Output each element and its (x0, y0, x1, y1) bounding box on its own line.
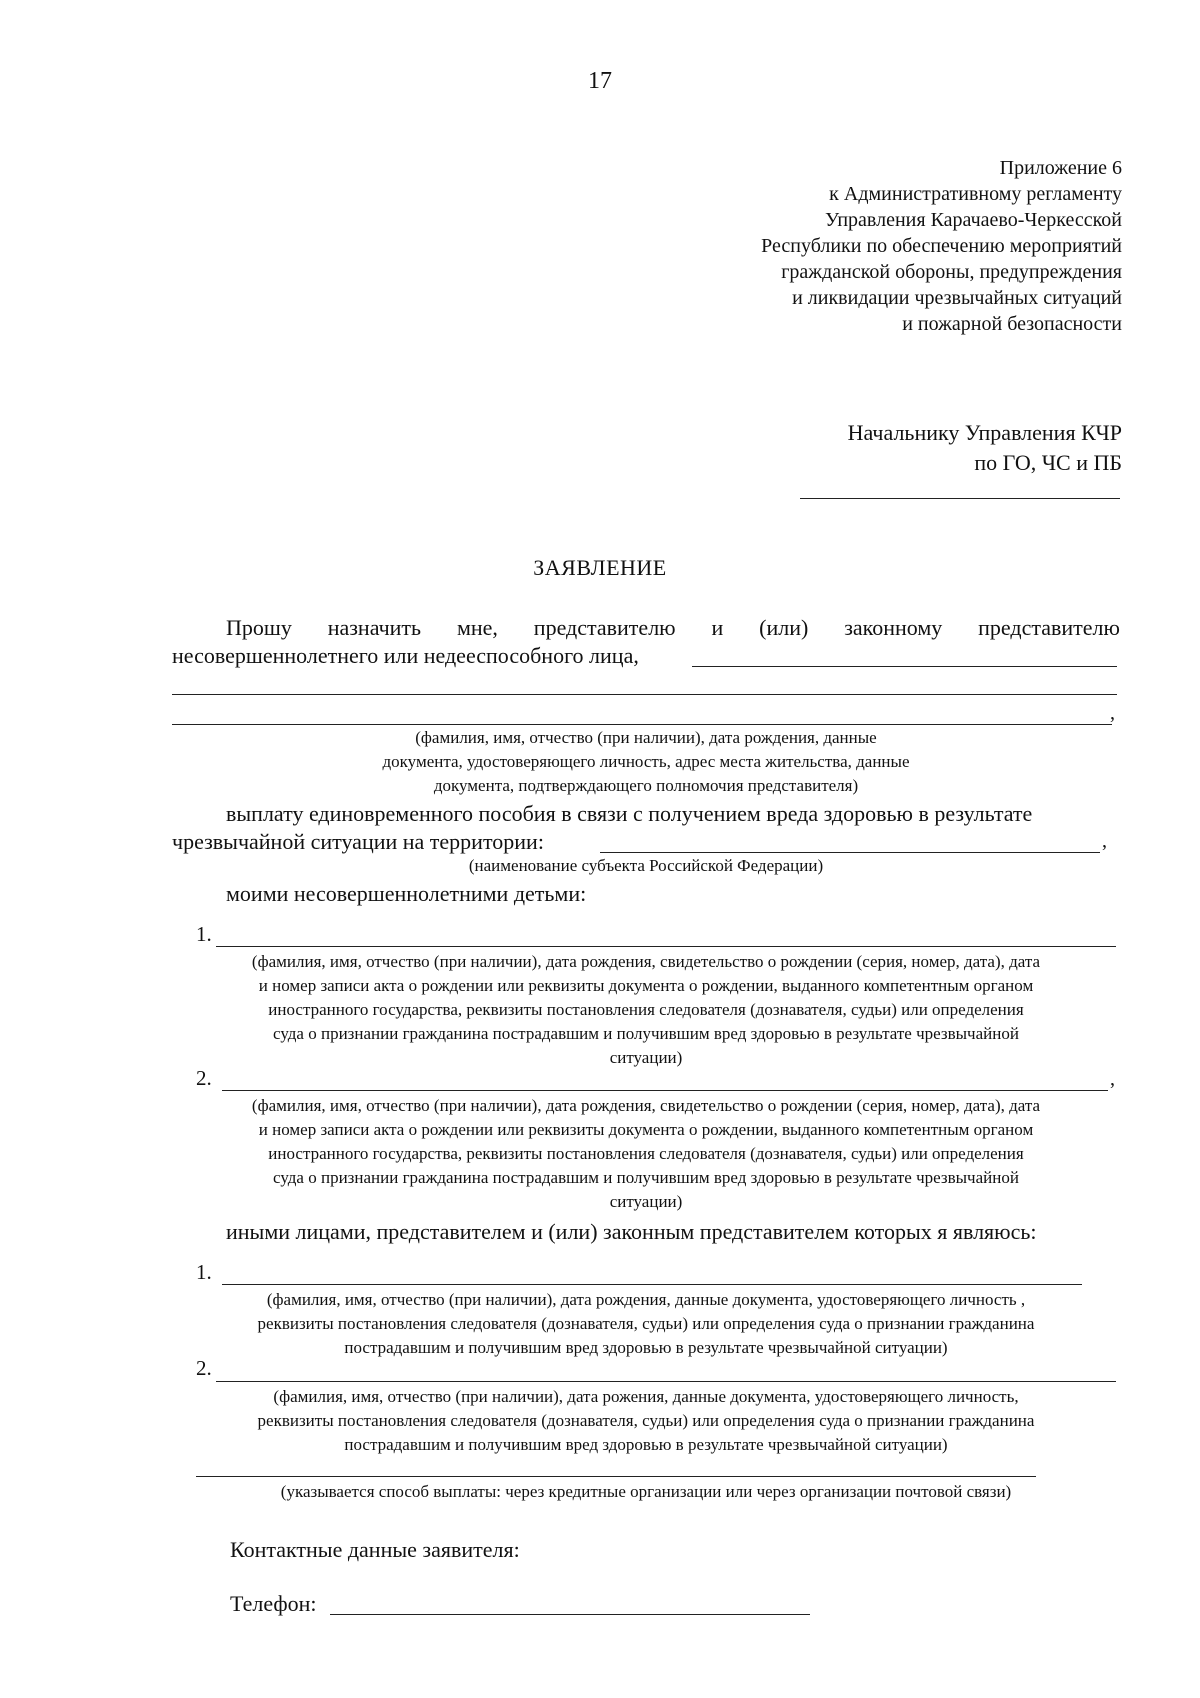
comma: , (1110, 702, 1115, 724)
phone-label: Телефон: (230, 1591, 317, 1616)
caption-line: документа, удостоверяющего личность, адрес места жительства, данные (382, 752, 910, 771)
payment-method-caption: (указывается способ выплаты: через кредитные организации или через организации почтовой связи) (280, 1482, 1012, 1501)
request-word: и (711, 615, 724, 640)
child-2-number: 2. (196, 1066, 212, 1090)
caption-line: ситуации) (609, 1192, 683, 1211)
payment-line-1: выплату единовременного пособия в связи с получением вреда здоровью в результате (226, 801, 1033, 826)
caption-line: реквизиты постановления следователя (дознавателя, судьи) или определения суда о признании гражданина (257, 1314, 1035, 1333)
document-title: ЗАЯВЛЕНИЕ (533, 555, 667, 580)
appendix-line: гражданской обороны, предупреждения (781, 261, 1122, 283)
appendix-line: и пожарной безопасности (902, 313, 1122, 335)
appendix-line: Республики по обеспечению мероприятий (761, 235, 1122, 257)
page-number: 17 (588, 68, 612, 94)
caption-line: (фамилия, имя, отчество (при наличии), дата рождения, свидетельство о рождении (серия, номер, дата), дата (251, 952, 1041, 971)
caption-line: иностранного государства, реквизиты постановления следователя (дознавателя, судьи) или определения (268, 1144, 1024, 1163)
representative-field[interactable] (692, 666, 1117, 667)
comma: , (1102, 830, 1107, 852)
addressee-block (622, 418, 1122, 478)
person-1-caption (172, 1288, 1120, 1360)
caption-line: суда о признании гражданина пострадавшим и получившим вред здоровью в результате чрезвычайной (273, 1024, 1019, 1043)
caption-line: и номер записи акта о рождении или реквизиты документа о рождении, выданного компетентным органом (258, 1120, 1034, 1139)
request-word: законному (844, 615, 943, 640)
request-word: представителю (533, 615, 676, 640)
child-2-caption (172, 1094, 1120, 1214)
child-1-field[interactable] (216, 946, 1116, 947)
request-word: представителю (978, 615, 1120, 640)
person-2-number: 2. (196, 1356, 212, 1380)
comma: , (1110, 1068, 1115, 1090)
others-heading: иными лицами, представителем и (или) законным представителем которых я являюсь: (226, 1219, 1037, 1244)
person-2-caption (172, 1385, 1120, 1457)
child-1-number: 1. (196, 922, 212, 946)
request-word: Прошу (226, 615, 292, 640)
children-heading: моими несовершеннолетними детьми: (226, 881, 587, 906)
request-word: (или) (759, 615, 809, 640)
person-1-number: 1. (196, 1260, 212, 1284)
caption-line: иностранного государства, реквизиты постановления следователя (дознавателя, судьи) или определения (268, 1000, 1024, 1019)
request-word: мне, (456, 615, 498, 640)
caption-line: (фамилия, имя, отчество (при наличии), дата рождения, данные документа, удостоверяющего личность , (266, 1290, 1026, 1309)
appendix-line: к Административному регламенту (829, 183, 1122, 205)
appendix-line: Приложение 6 (999, 157, 1122, 179)
person-1-field[interactable] (222, 1284, 1082, 1285)
caption-line: суда о признании гражданина пострадавшим и получившим вред здоровью в результате чрезвычайной (273, 1168, 1019, 1187)
request-line-1 (226, 614, 1120, 642)
caption-line: пострадавшим и получившим вред здоровью в результате чрезвычайной ситуации) (344, 1435, 948, 1454)
request-caption (172, 726, 1120, 798)
territory-caption: (наименование субъекта Российской Федерации) (468, 856, 824, 875)
request-word: назначить (327, 615, 422, 640)
caption-line: документа, подтверждающего полномочия представителя) (433, 776, 859, 795)
addressee-name-field[interactable] (800, 498, 1120, 499)
caption-line: и номер записи акта о рождении или реквизиты документа о рождении, выданного компетентным органом (258, 976, 1034, 995)
caption-line: пострадавшим и получившим вред здоровью в результате чрезвычайной ситуации) (344, 1338, 948, 1357)
representative-field-line-2[interactable] (172, 694, 1117, 695)
caption-line: (фамилия, имя, отчество (при наличии), дата рождения, данные (415, 728, 877, 747)
caption-line: (фамилия, имя, отчество (при наличии), дата рождения, свидетельство о рождении (серия, номер, дата), дата (251, 1096, 1041, 1115)
appendix-line: Управления Карачаево-Черкесской (824, 209, 1122, 231)
contacts-heading: Контактные данные заявителя: (230, 1537, 520, 1562)
caption-line: ситуации) (609, 1048, 683, 1067)
phone-field[interactable] (330, 1614, 810, 1615)
appendix-line: и ликвидации чрезвычайных ситуаций (792, 287, 1122, 309)
addressee-line: по ГО, ЧС и ПБ (974, 450, 1122, 475)
payment-method-field[interactable] (196, 1476, 1036, 1477)
caption-line: (фамилия, имя, отчество (при наличии), дата рожения, данные документа, удостоверяющего личность, (273, 1387, 1019, 1406)
caption-line: реквизиты постановления следователя (дознавателя, судьи) или определения суда о признании гражданина (257, 1411, 1035, 1430)
child-1-caption (172, 950, 1120, 1070)
request-line-2: несовершеннолетнего или недееспособного лица, (172, 643, 639, 668)
territory-field[interactable] (600, 852, 1100, 853)
addressee-line: Начальнику Управления КЧР (847, 420, 1122, 445)
child-2-field[interactable] (222, 1090, 1108, 1091)
payment-line-2: чрезвычайной ситуации на территории: (172, 829, 544, 854)
representative-field-line-3[interactable] (172, 724, 1112, 725)
appendix-block (562, 155, 1122, 337)
person-2-field[interactable] (216, 1381, 1116, 1382)
